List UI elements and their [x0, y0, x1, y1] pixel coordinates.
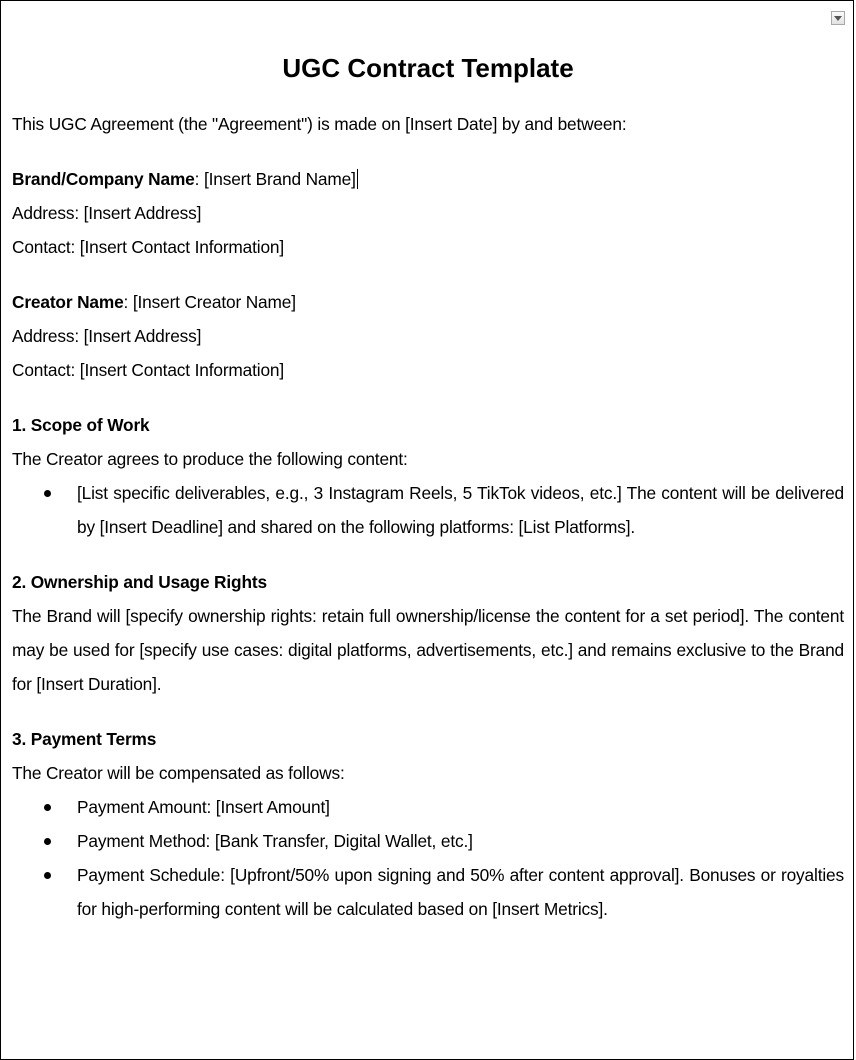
list-item-text: Payment Method: [Bank Transfer, Digital Wallet, etc.]: [77, 831, 473, 851]
document-body: [12, 49, 844, 926]
ownership-text: The Brand will [specify ownership rights: retain full ownership/license the content for a set period]. The content may be used for [specify use cases: digital platforms, advertisements, etc.] and remains exclusive to the Brand for [Insert Duration].: [12, 606, 844, 694]
creator-name-label: Creator Name: [12, 292, 124, 312]
brand-name-value: : [Insert Brand Name]: [194, 169, 356, 189]
list-item: [12, 858, 844, 926]
creator-name-line: [12, 285, 844, 319]
payment-bullet-list: [12, 790, 844, 926]
scope-heading: 1. Scope of Work: [12, 415, 150, 435]
scope-bullet-list: [12, 476, 844, 544]
dropdown-toggle-button[interactable]: [831, 11, 845, 25]
list-item: [12, 790, 844, 824]
brand-address-line: Address: [Insert Address]: [12, 203, 202, 223]
list-item-text: [List specific deliverables, e.g., 3 Instagram Reels, 5 TikTok videos, etc.] The content will be delivered by [Insert Deadline] and shared on the following platforms: [List Platforms].: [77, 483, 844, 537]
bullet-icon: [44, 490, 51, 497]
brand-name-line[interactable]: [12, 162, 844, 196]
bullet-icon: [44, 872, 51, 879]
text-cursor: [357, 169, 358, 189]
creator-address-line: Address: [Insert Address]: [12, 326, 202, 346]
brand-contact-line: Contact: [Insert Contact Information]: [12, 237, 285, 257]
payment-text: The Creator will be compensated as follows:: [12, 763, 345, 783]
list-item: [12, 824, 844, 858]
bullet-icon: [44, 838, 51, 845]
scope-text: The Creator agrees to produce the following content:: [12, 449, 408, 469]
bullet-icon: [44, 804, 51, 811]
list-item-text: Payment Amount: [Insert Amount]: [77, 797, 330, 817]
payment-heading: 3. Payment Terms: [12, 729, 157, 749]
list-item-text: Payment Schedule: [Upfront/50% upon signing and 50% after content approval]. Bonuses or royalties for high-performing content will be calculated based on [Insert Metrics].: [77, 865, 844, 919]
list-item: [12, 476, 844, 544]
creator-contact-line: Contact: [Insert Contact Information]: [12, 360, 285, 380]
intro-paragraph: This UGC Agreement (the "Agreement") is made on [Insert Date] by and between:: [12, 114, 627, 134]
chevron-down-icon: [834, 16, 842, 21]
creator-name-value: : [Insert Creator Name]: [123, 292, 296, 312]
ownership-heading: 2. Ownership and Usage Rights: [12, 572, 267, 592]
brand-name-label: Brand/Company Name: [12, 169, 195, 189]
document-title: UGC Contract Template: [282, 53, 574, 83]
